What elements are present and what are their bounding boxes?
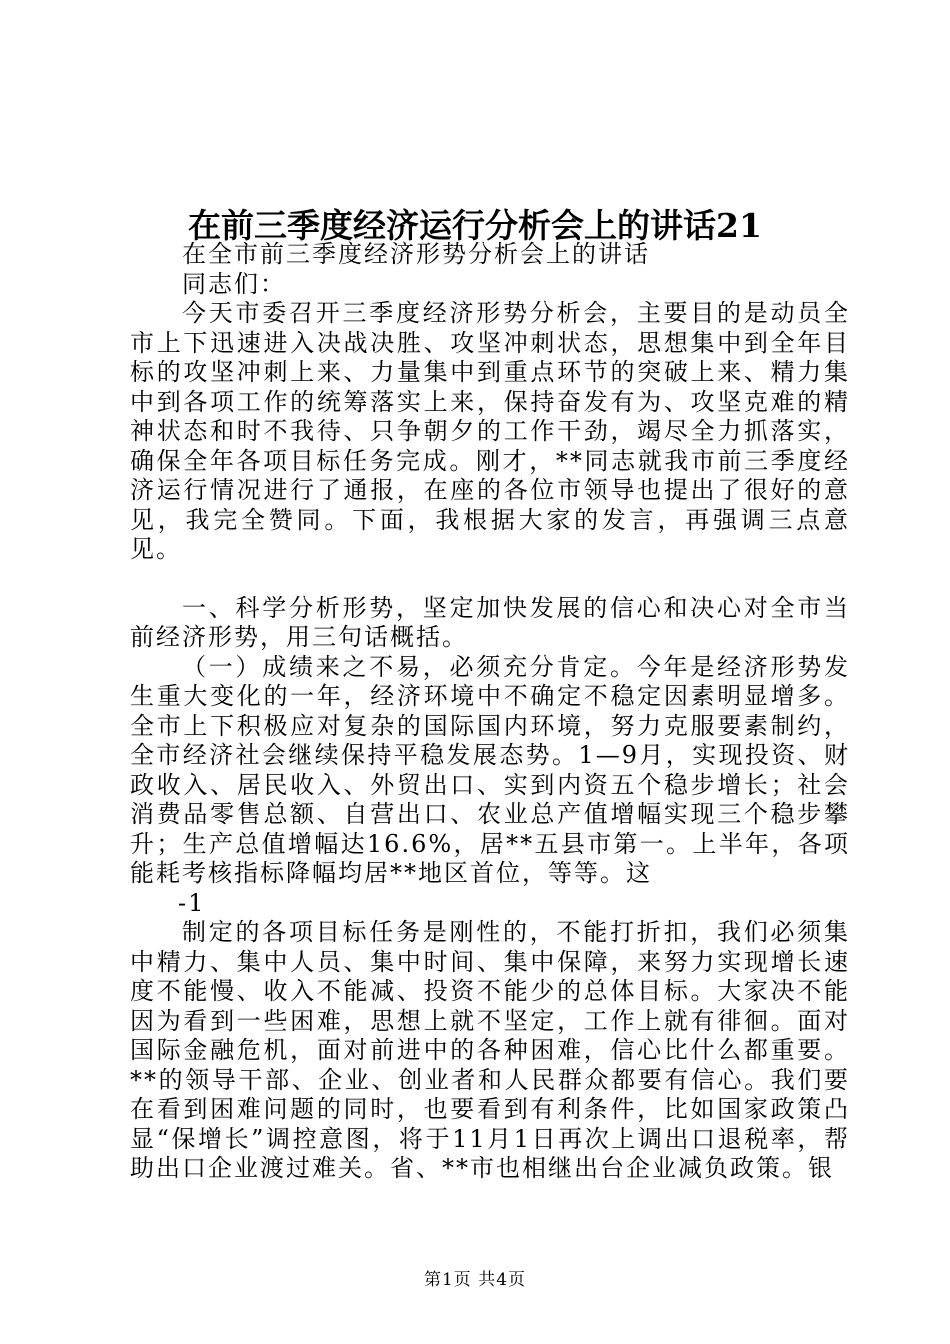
targets-paragraph: 制定的各项目标任务是刚性的，不能打折扣，我们必须集中精力、集中人员、集中时间、集中保障，来努力实现增长速度不能慢、收入不能减、投资不能少的总体目标。大家决不能因为看到一些困难，思想上就不坚定，工作上就有徘徊。面对国际金融危机，面对前进中的各种困难，信心比什么都重要。**的领导干部、企业、创业者和人民群众都要有信心。我们要在看到困难问题的同时，也要看到有利条件，比如国家政策凸显“保增长”调控意图，将于11月1日再次上调出口退税率，帮助出口企业渡过难关。省、**市也相继出台企业减负政策。银 <box>130 918 850 1182</box>
section-heading-paragraph: 一、科学分析形势，坚定加快发展的信心和决心对全市当前经济形势，用三句话概括。 <box>130 593 850 651</box>
achievements-paragraph: （一）成绩来之不易，必须充分肯定。今年是经济形势发生重大变化的一年，经济环境中不确定不稳定因素明显增多。全市上下积极应对复杂的国际国内环境，努力克服要素制约，全市经济社会继续保持平稳发展态势。1—9月，实现投资、财政收入、居民收入、外贸出口、实到内资五个稳步增长；社会消费品零售总额、自营出口、农业总产值增幅实现三个稳步攀升；生产总值增幅达16.6%，居**五县市第一。上半年，各项能耗考核指标降幅均居**地区首位，等等。这 <box>130 652 850 887</box>
salutation-paragraph: 同志们： <box>182 269 286 298</box>
intro-paragraph: 今天市委召开三季度经济形势分析会，主要目的是动员全市上下迅速进入决战决胜、攻坚冲刺状态，思想集中到全年目标的攻坚冲刺上来、力量集中到重点环节的突破上来、精力集中到各项工作的统筹落实上来，保持奋发有为、攻坚克难的精神状态和时不我待、只争朝夕的工作干劲，竭尽全力抓落实，确保全年各项目标任务完成。刚才，**同志就我市前三季度经济运行情况进行了通报，在座的各位市领导也提出了很好的意见，我完全赞同。下面，我根据大家的发言，再强调三点意见。 <box>130 299 850 563</box>
document-body <box>130 240 850 1184</box>
page-marker: -1 <box>178 888 206 917</box>
page-footer: 第1页 共4页 <box>423 1270 527 1290</box>
subtitle-paragraph: 在全市前三季度经济形势分析会上的讲话 <box>182 240 650 268</box>
document-title: 在前三季度经济运行分析会上的讲话21 <box>188 206 762 246</box>
